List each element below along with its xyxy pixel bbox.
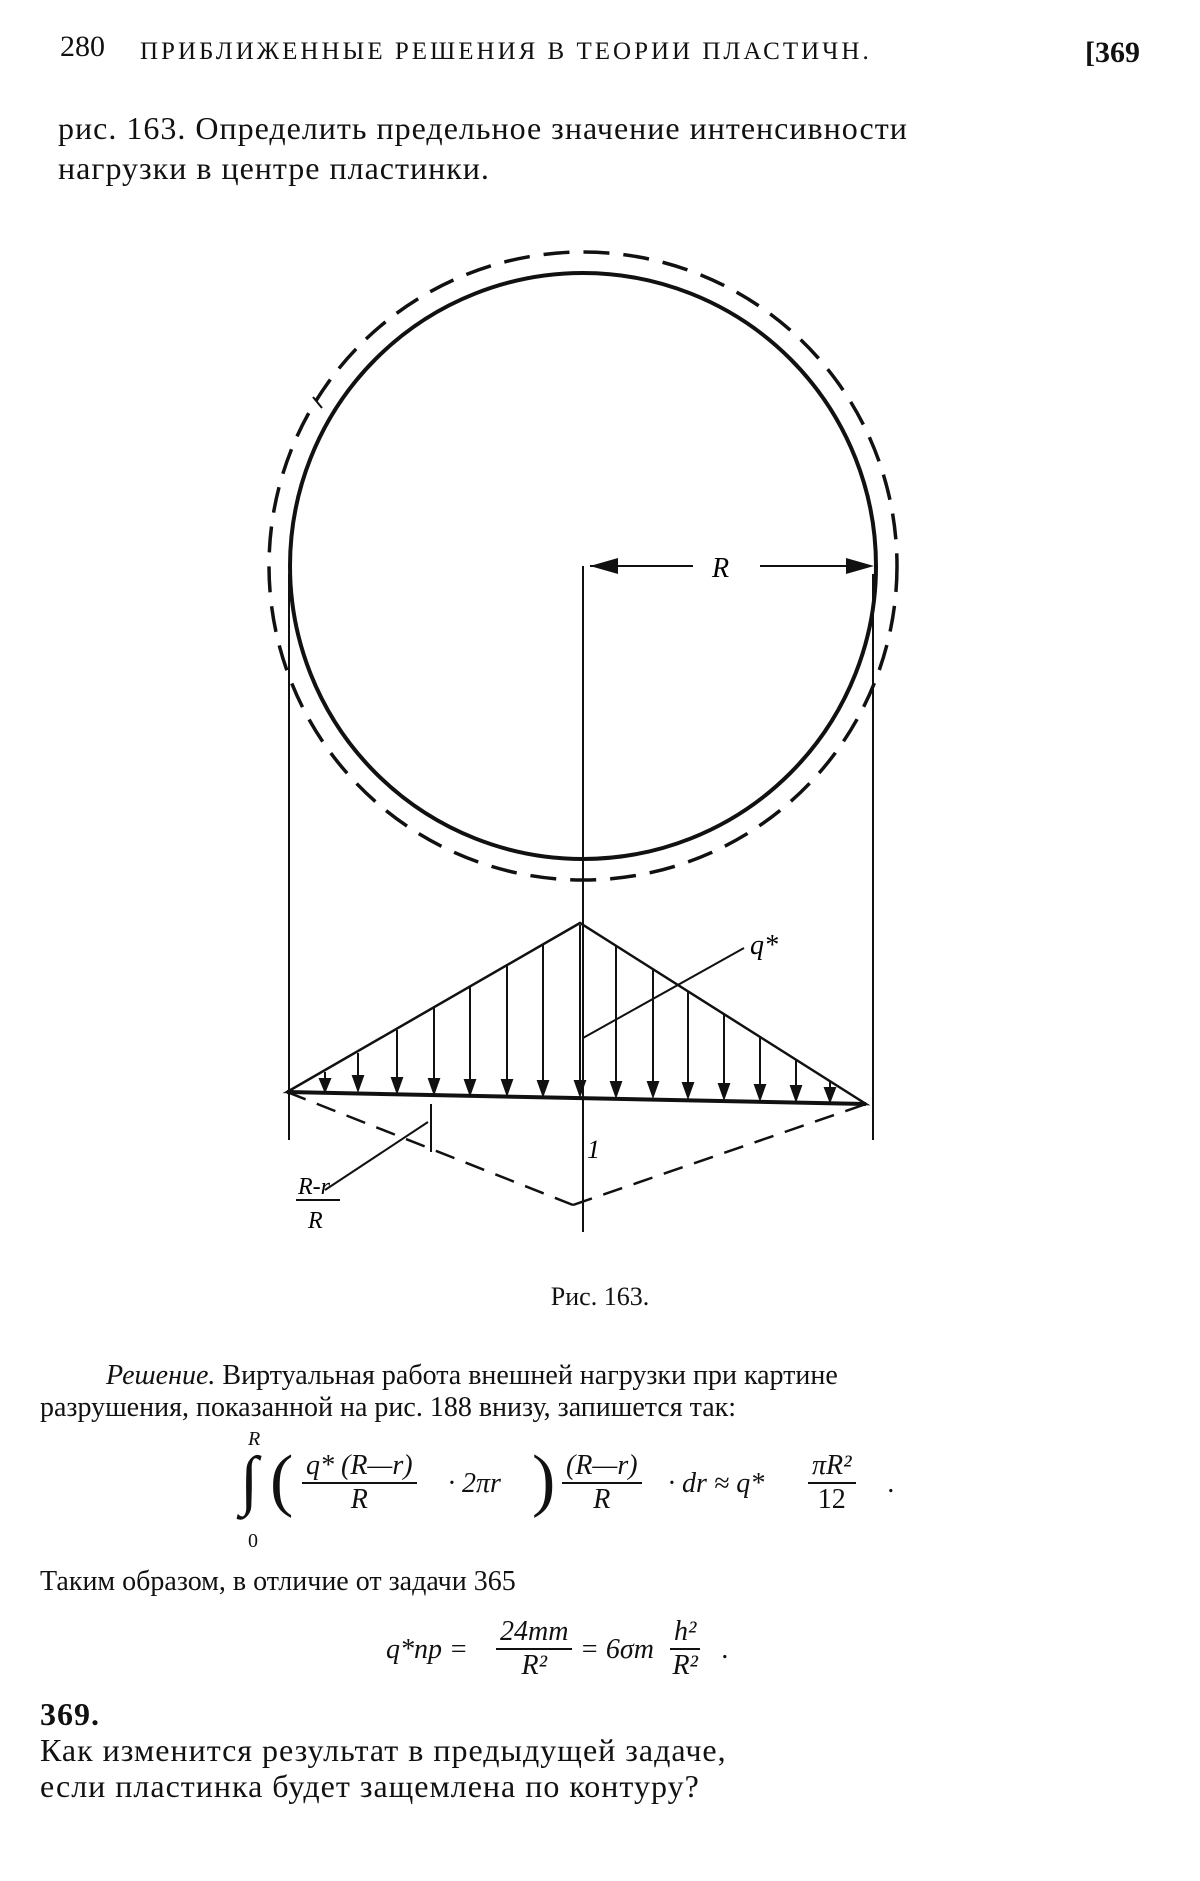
problem-line-1-text: Как изменится результат в предыдущей задаче,: [40, 1732, 727, 1768]
work-integral-formula: [236, 1430, 956, 1550]
right-paren: ): [532, 1442, 556, 1519]
solution-line-1: [40, 1360, 1140, 1392]
problem-line-1: [40, 1696, 1140, 1768]
formula2-period: .: [722, 1634, 729, 1665]
running-title: ПРИБЛИЖЕННЫЕ РЕШЕНИЯ В ТЕОРИИ ПЛАСТИЧН.: [140, 38, 872, 65]
radius-label: R: [712, 553, 730, 584]
solution-line-3: Таким образом, в отличие от задачи 365: [40, 1566, 516, 1597]
q-star-label: q*: [750, 930, 778, 961]
problem-line-2: если пластинка будет защемлена по контуру?: [40, 1768, 700, 1804]
problem-number: 369.: [40, 1696, 100, 1732]
fraction-result: $\frac{\text{πR²}}{12}$: [808, 1450, 856, 1516]
radius-arrow-right: [846, 558, 874, 574]
problem-369: [40, 1696, 1140, 1804]
fraction-deflection: $\frac{(R—r)}{R}$: [562, 1450, 642, 1516]
circumference-factor: · 2πr: [448, 1468, 501, 1499]
intro-line-1: рис. 163. Определить предельное значение интенсивности: [58, 110, 908, 146]
integral-lower-limit: 0: [248, 1530, 258, 1552]
load-triangle: [287, 923, 866, 1104]
solution-line-1-text: Виртуальная работа внешней нагрузки при картине: [215, 1360, 838, 1391]
q-leader-line: [583, 948, 744, 1038]
solution-paragraph: [40, 1360, 1140, 1424]
formula2-mid: = 6σт: [580, 1634, 654, 1665]
intro-line-2: нагрузки в центре пластинки.: [58, 150, 490, 186]
left-paren: (: [270, 1442, 294, 1519]
page-number: 280: [60, 30, 105, 63]
unit-deflection-label: 1: [587, 1135, 600, 1164]
limit-load-formula: [386, 1610, 806, 1690]
ratio-denominator: R: [308, 1208, 323, 1234]
formula-tail: · dr ≈ q*: [668, 1468, 765, 1499]
solution-line-2: разрушения, показанной на рис. 188 внизу, запишется так:: [40, 1392, 737, 1423]
integral-sign: ∫: [240, 1444, 259, 1517]
formula1-period: .: [888, 1468, 895, 1499]
mechanism-right-dashed: [573, 1104, 866, 1205]
fraction-load: $\frac{q* (R—r)}{R}$: [302, 1450, 417, 1516]
figure-caption: Рис. 163.: [550, 1282, 650, 1311]
section-number: [369: [1085, 36, 1140, 69]
fraction-thickness: $\frac{\text{h²}}{\text{R²}}$: [670, 1616, 700, 1682]
ratio-leader-line: [325, 1122, 428, 1190]
solution-lead: Решение.: [106, 1360, 216, 1391]
ratio-numerator: R-r: [298, 1174, 330, 1200]
integral-upper-limit: R: [248, 1428, 261, 1450]
formula2-lhs: q*пр =: [386, 1634, 468, 1665]
radius-arrow-left: [590, 558, 618, 574]
load-baseline: [287, 1092, 866, 1104]
fraction-moment: 24mт R²: [496, 1616, 572, 1682]
